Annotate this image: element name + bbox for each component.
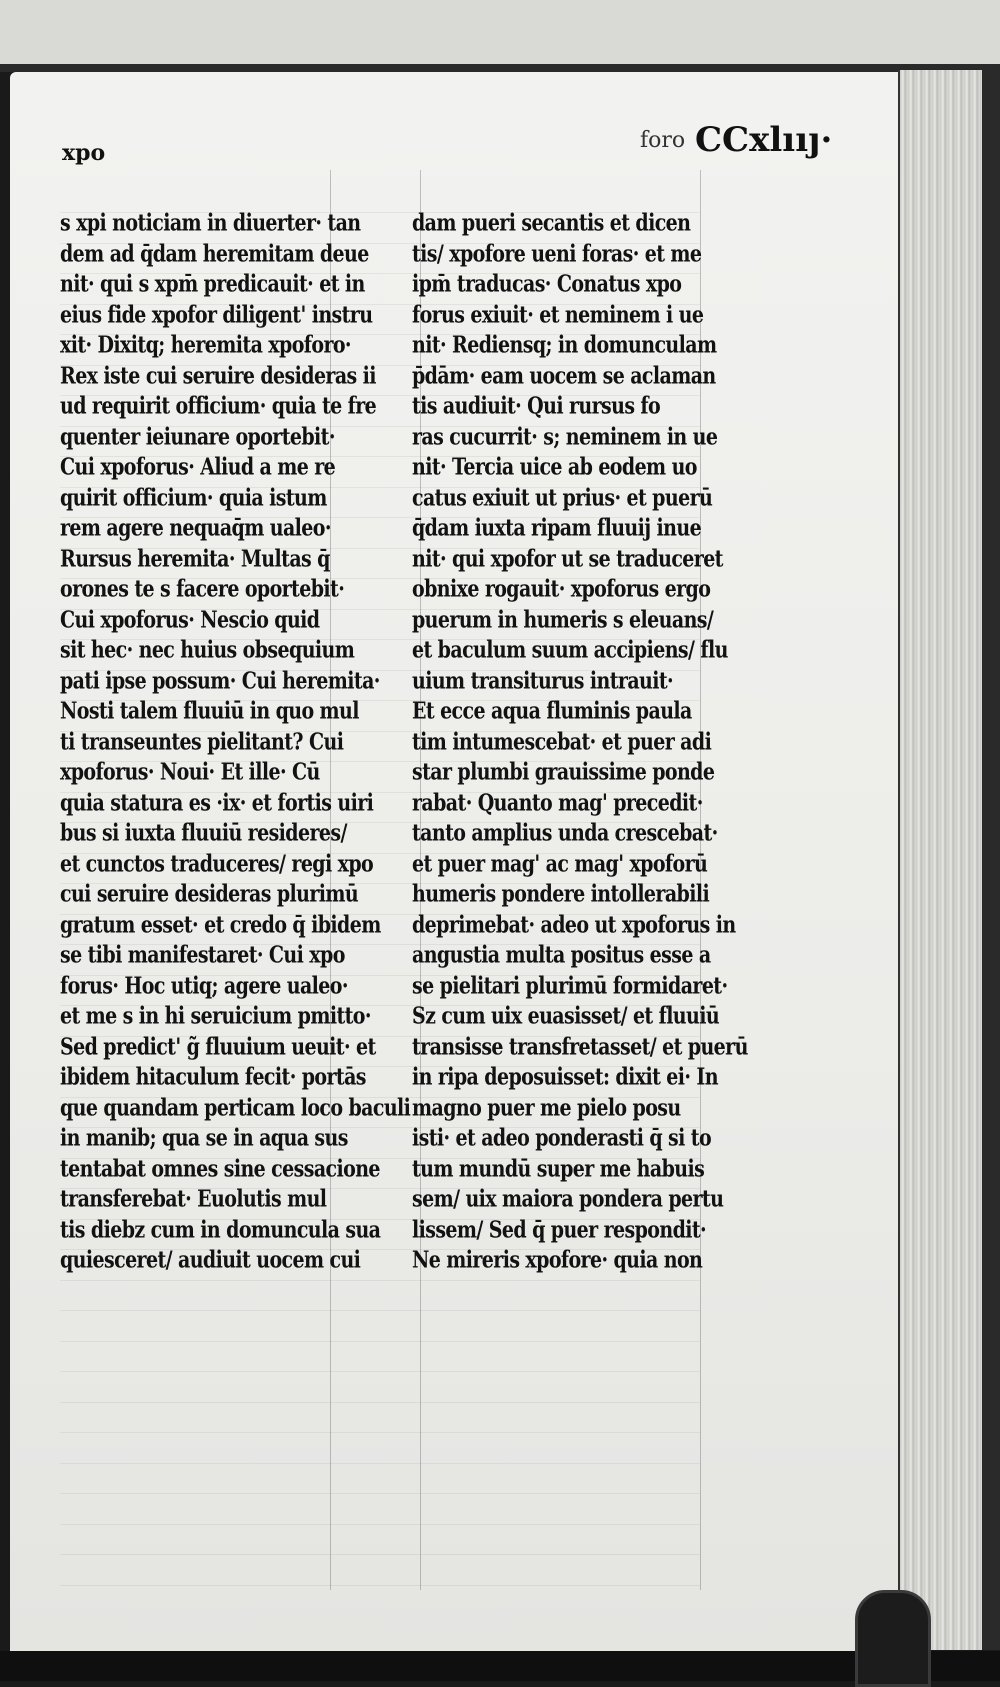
text-line: nit· Tercia uice ab eodem uo: [412, 453, 697, 481]
facing-page-edge: [0, 0, 1000, 72]
text-line: star plumbi grauissime ponde: [412, 758, 715, 786]
text-line: orones te s facere oportebit·: [60, 575, 345, 603]
ruling-line: [60, 1341, 700, 1342]
text-line: puerum in humeris s eleuans/: [412, 605, 714, 634]
text-line: rabat· Quanto mag' precedit·: [412, 788, 703, 817]
text-line: tis diebz cum in domuncula sua: [60, 1215, 381, 1244]
text-line: p̄dām· eam uocem se aclaman: [412, 361, 716, 390]
text-line: dem ad q̄dam heremitam deue: [60, 239, 369, 268]
text-line: rem agere nequaq̄m ualeo·: [60, 514, 331, 542]
text-line: bus si iuxta fluuiū resideres/: [60, 819, 347, 847]
text-line: tum mundū super me habuis: [412, 1154, 705, 1183]
text-line: tim intumescebat· et puer adi: [412, 727, 712, 756]
ruling-line: [60, 1432, 700, 1433]
text-line: quirit officium· quia istum: [60, 483, 327, 512]
text-line: Cui xpoforus· Nescio quid: [60, 605, 320, 634]
text-line: tis/ xpofore ueni foras· et me: [412, 239, 702, 268]
text-line: Sz cum uix euasisset/ et fluuiū: [412, 1002, 720, 1030]
text-line: se tibi manifestaret· Cui xpo: [60, 941, 345, 969]
text-line: et puer mag' ac mag' xpoforū: [412, 849, 708, 878]
text-line: tis audiuit· Qui rursus fo: [412, 392, 661, 420]
text-line: ud requirit officium· quia te fre: [60, 392, 377, 420]
text-line: forus· Hoc utiq; agere ualeo·: [60, 971, 348, 1000]
text-line: magno puer me pielo posu: [412, 1093, 681, 1122]
text-line: cui seruire desideras plurimū: [60, 880, 359, 908]
ruling-line: [60, 1493, 700, 1494]
text-line: sem/ uix maiora pondera pertu: [412, 1185, 724, 1213]
text-line: uium transiturus intrauit·: [412, 666, 674, 695]
left-text-column: [60, 208, 411, 1276]
text-line: se pielitari plurimū formidaret·: [412, 971, 728, 1000]
ruling-line: [60, 1371, 700, 1372]
text-line: q̄dam iuxta ripam fluuij inue: [412, 514, 702, 542]
text-line: ibidem hitaculum fecit· portās: [60, 1063, 366, 1091]
text-line: Et ecce aqua fluminis paula: [412, 697, 692, 725]
ruling-line: [60, 1402, 700, 1403]
text-line: catus exiuit ut prius· et puerū: [412, 483, 713, 512]
thumb: [855, 1590, 931, 1687]
text-line: que quandam perticam loco baculi: [60, 1093, 411, 1122]
running-head-small: foro: [640, 128, 686, 153]
text-line: dam pueri secantis et dicen: [412, 209, 691, 237]
folio-number: CCxlııȷ·: [695, 120, 833, 160]
text-line: ipm̄ traducas· Conatus xpo: [412, 270, 682, 298]
text-line: Cui xpoforus· Aliud a me re: [60, 453, 336, 481]
text-line: tentabat omnes sine cessacione: [60, 1154, 380, 1183]
text-line: obnixe rogauit· xpoforus ergo: [412, 575, 711, 603]
ruling-line: [60, 1524, 700, 1525]
text-line: quenter ieiunare oportebit·: [60, 422, 335, 451]
text-line: isti· et adeo ponderasti q̄ si to: [412, 1124, 712, 1152]
text-line: Ne mireris xpofore· quia non: [412, 1246, 703, 1274]
text-line: Rursus heremita· Multas q̄: [60, 544, 330, 573]
text-line: eius fide xpofor diligent' instru: [60, 300, 373, 329]
text-line: tanto amplius unda crescebat·: [412, 819, 718, 847]
text-line: quiesceret/ audiuit uocem cui: [60, 1246, 361, 1274]
text-line: et baculum suum accipiens/ flu: [412, 636, 728, 664]
text-line: Sed predict' g̃ fluuium ueuit· et: [60, 1032, 376, 1061]
text-line: Rex iste cui seruire desideras ii: [60, 361, 376, 390]
text-line: forus exiuit· et neminem i ue: [412, 300, 704, 329]
text-line: transferebat· Euolutis mul: [60, 1185, 327, 1213]
ruling-line: [60, 1585, 700, 1586]
text-line: nit· Rediensq; in domunculam: [412, 331, 717, 359]
ruling-line: [60, 1280, 700, 1281]
ruling-line: [60, 1554, 700, 1555]
book-binding-shadow: [982, 70, 1000, 1650]
text-line: et me s in hi seruicium pmitto·: [60, 1002, 371, 1030]
text-line: sit hec· nec huius obsequium: [60, 636, 355, 664]
text-line: ras cucurrit· s; neminem in ue: [412, 422, 718, 451]
text-line: s xpi noticiam in diuerter· tan: [60, 209, 361, 237]
text-line: lissem/ Sed q̄ puer respondit·: [412, 1215, 707, 1244]
text-line: nit· qui xpofor ut se traduceret: [412, 544, 723, 573]
text-line: humeris pondere intollerabili: [412, 880, 710, 908]
text-line: in ripa deposuisset: dixit ei· In: [412, 1063, 718, 1091]
text-line: transisse transfretasset/ et puerū: [412, 1032, 748, 1061]
ruling-line: [60, 1310, 700, 1311]
text-line: ti transeuntes pielitant? Cui: [60, 727, 344, 756]
text-line: quia statura es ·ix· et fortis uiri: [60, 788, 374, 817]
right-text-column: [412, 208, 748, 1276]
ruling-line: [60, 1463, 700, 1464]
text-line: gratum esset· et credo q̄ ibidem: [60, 910, 381, 939]
text-line: xit· Dixitq; heremita xpoforo·: [60, 331, 351, 359]
text-line: et cunctos traduceres/ regi xpo: [60, 849, 374, 878]
text-line: nit· qui s xpm̄ predicauit· et in: [60, 270, 365, 298]
text-line: pati ipse possum· Cui heremita·: [60, 666, 380, 695]
bottom-shadow: [0, 1651, 1000, 1681]
text-line: deprimebat· adeo ut xpoforus in: [412, 910, 736, 939]
text-line: Nosti talem fluuiū in quo mul: [60, 697, 359, 725]
text-line: xpoforus· Noui· Et ille· Cū: [60, 758, 320, 786]
running-head-left: xpo: [62, 140, 106, 166]
text-line: angustia multa positus esse a: [412, 941, 711, 969]
text-line: in manib; qua se in aqua sus: [60, 1124, 348, 1152]
